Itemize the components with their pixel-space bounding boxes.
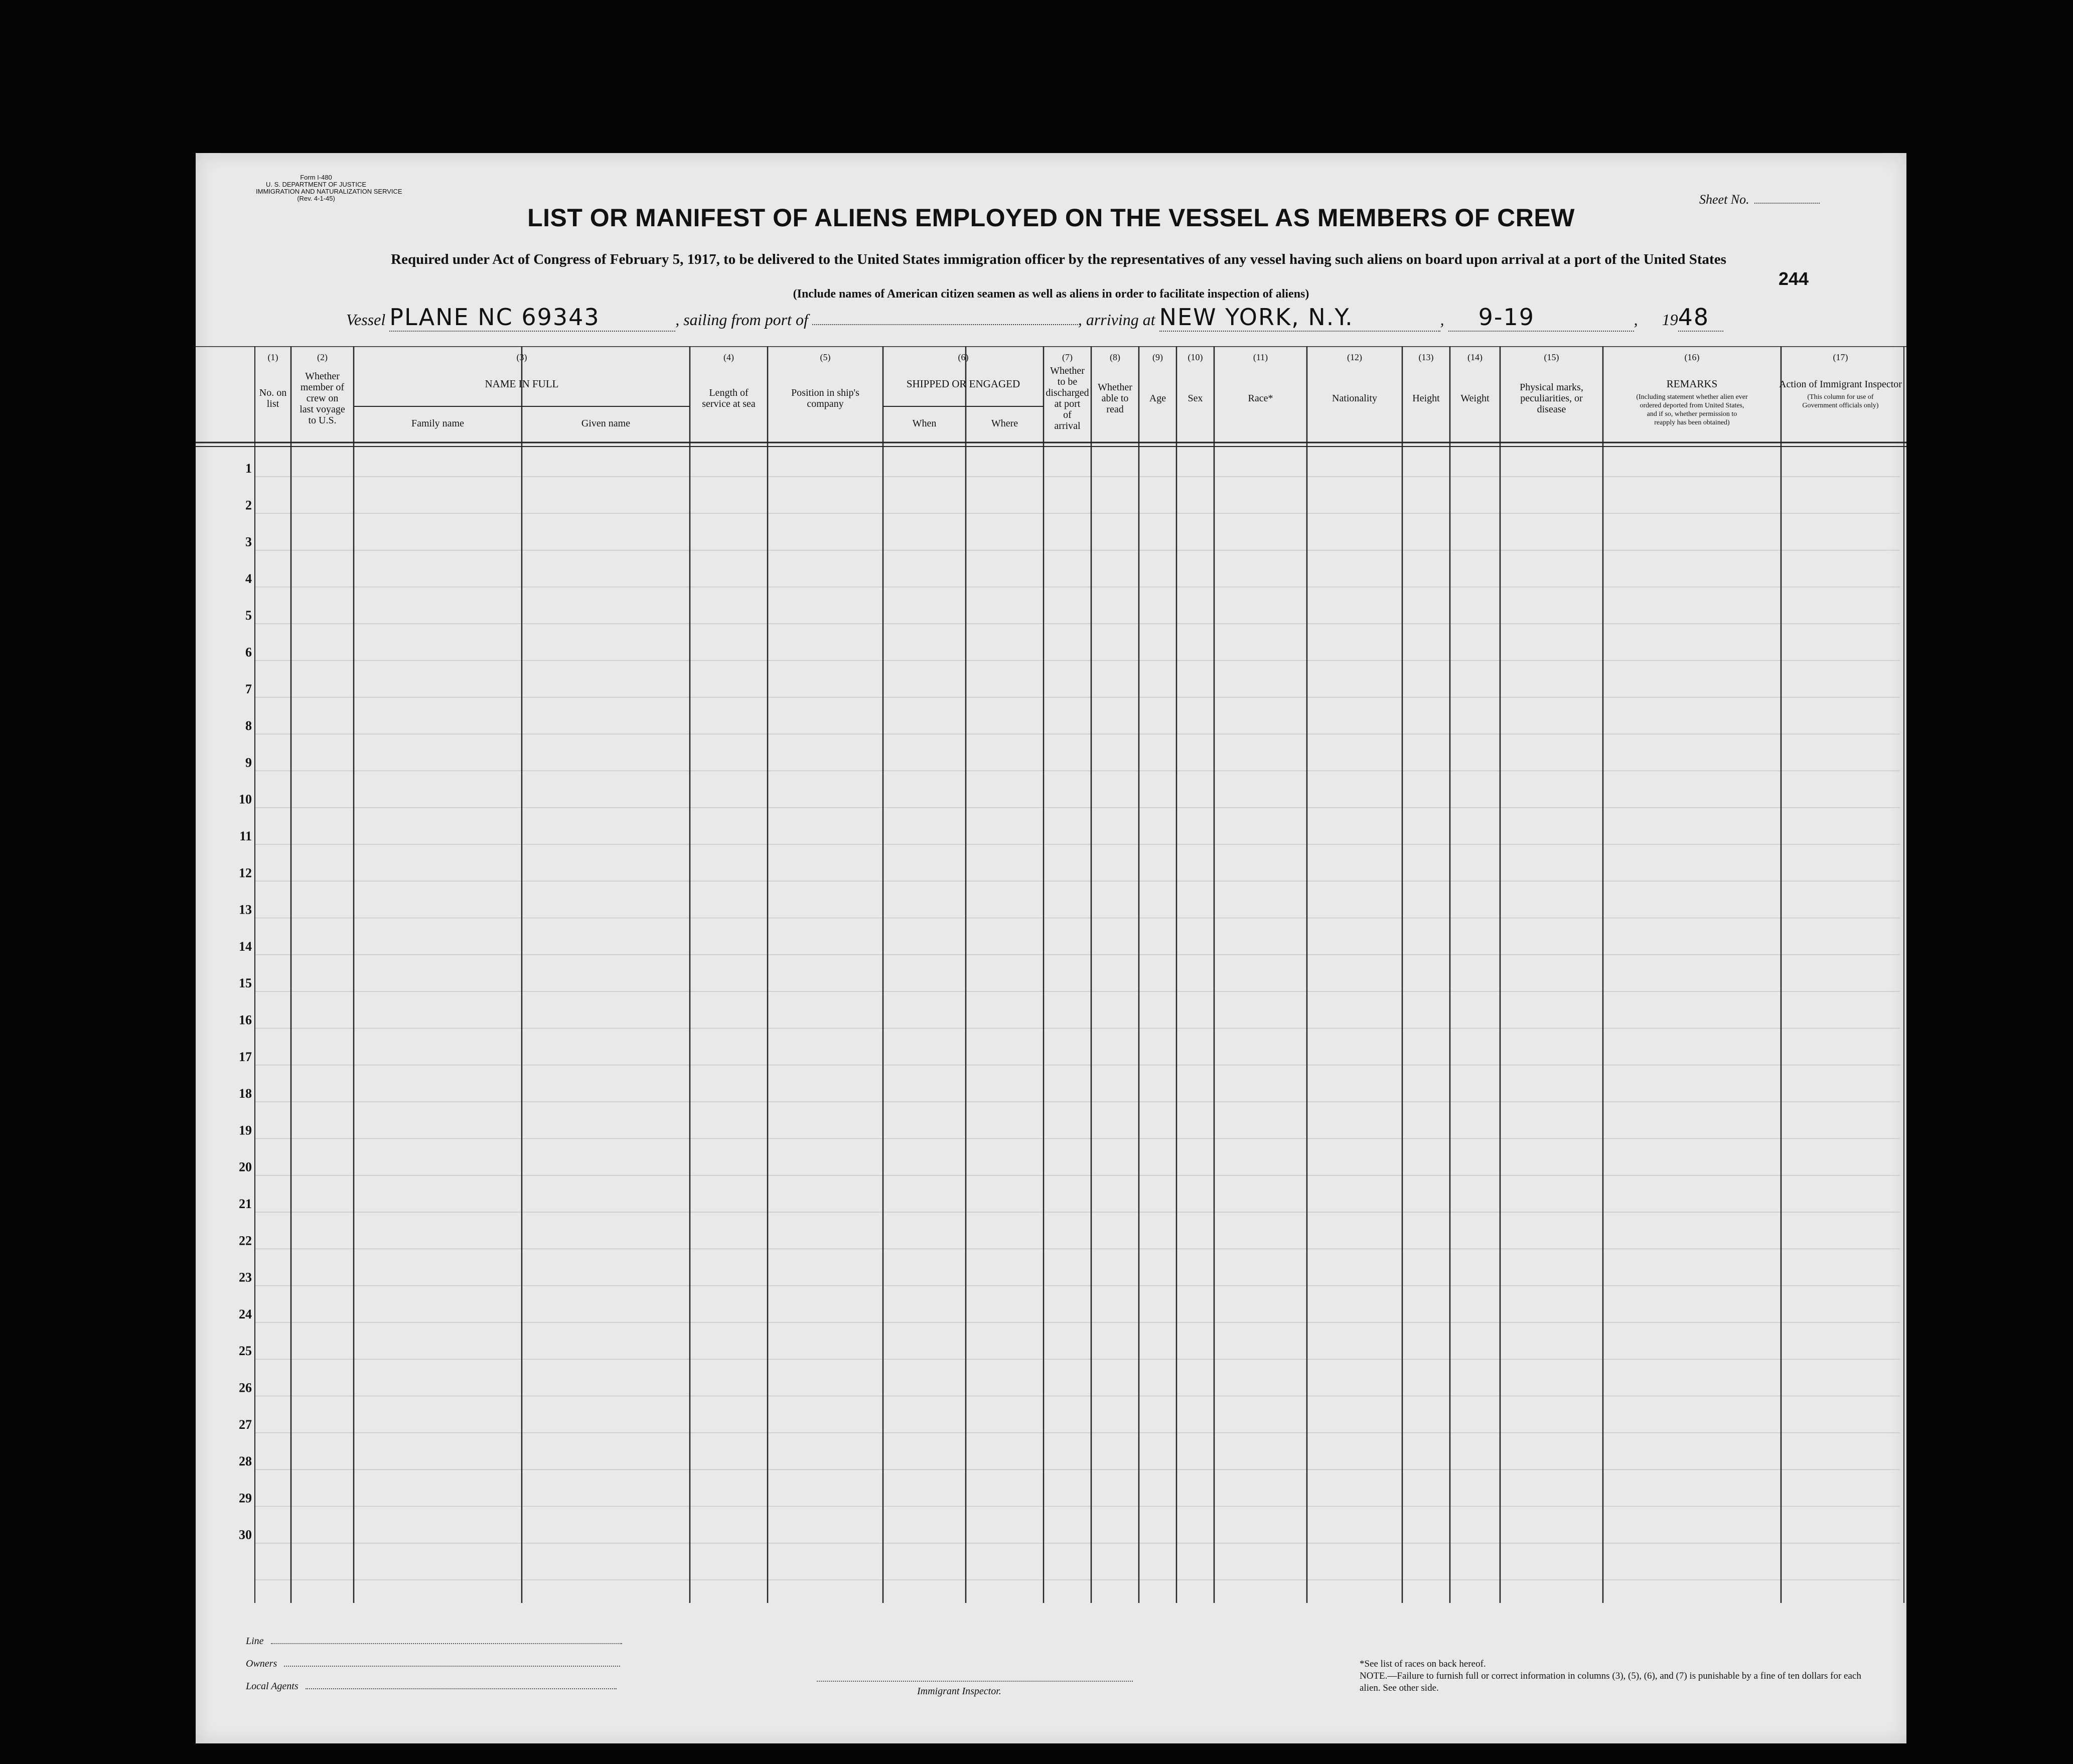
column-subheader: Family name bbox=[411, 418, 464, 429]
row-number: 4 bbox=[245, 571, 252, 586]
vessel-label: Vessel bbox=[346, 311, 386, 329]
column-number: (6) bbox=[958, 352, 969, 362]
note-label: NOTE. bbox=[1360, 1671, 1388, 1681]
row-number: 14 bbox=[239, 939, 252, 954]
stamped-number: 244 bbox=[1779, 268, 1809, 289]
column-header-label: Age bbox=[1149, 393, 1166, 404]
penalty-note bbox=[1360, 1670, 1861, 1694]
footer-agents bbox=[246, 1681, 617, 1692]
year-value: 48 bbox=[1678, 304, 1710, 331]
page-title: LIST OR MANIFEST OF ALIENS EMPLOYED ON THE VESSEL AS MEMBERS OF CREW bbox=[527, 204, 1575, 232]
column-subheader: (Including statement whether alien ever bbox=[1636, 393, 1748, 401]
owners-field bbox=[284, 1666, 620, 1667]
column-header-label: member of bbox=[300, 382, 345, 393]
column-number: (15) bbox=[1544, 352, 1559, 362]
sheet-no-label: Sheet No. bbox=[1699, 192, 1749, 207]
column-number: (7) bbox=[1062, 352, 1073, 362]
row-number: 8 bbox=[245, 718, 252, 733]
column-header-label: last voyage bbox=[300, 404, 345, 415]
column-number: (17) bbox=[1833, 352, 1848, 362]
column-header-label: arrival bbox=[1054, 420, 1081, 431]
column-header-label: list bbox=[266, 398, 279, 409]
column-number: (14) bbox=[1467, 352, 1483, 362]
column-header-label: Height bbox=[1412, 393, 1440, 404]
column-subheader: reapply has been obtained) bbox=[1654, 419, 1730, 426]
row-number: 24 bbox=[239, 1306, 252, 1321]
column-header-label: Weight bbox=[1460, 393, 1490, 404]
column-header-label: REMARKS bbox=[1666, 378, 1718, 390]
column-number: (9) bbox=[1152, 352, 1163, 362]
column-header-label: Action of Immigrant Inspector bbox=[1779, 379, 1902, 390]
date-field bbox=[1448, 304, 1634, 332]
year-prefix: 19 bbox=[1662, 311, 1678, 329]
row-number: 11 bbox=[239, 829, 252, 843]
form-identifier bbox=[256, 174, 402, 202]
column-subheader: When bbox=[912, 418, 937, 429]
column-number: (1) bbox=[267, 352, 278, 362]
footer-note bbox=[1360, 1658, 1861, 1694]
column-number: (13) bbox=[1418, 352, 1434, 362]
arriving-field bbox=[1159, 304, 1440, 332]
row-number: 9 bbox=[245, 755, 252, 770]
column-header-label: discharged bbox=[1046, 387, 1089, 398]
row-number: 13 bbox=[239, 902, 252, 917]
column-number: (4) bbox=[723, 352, 734, 362]
row-number: 30 bbox=[239, 1527, 252, 1542]
column-header-label: to be bbox=[1057, 376, 1078, 387]
arriving-value: NEW YORK, N.Y. bbox=[1159, 304, 1354, 331]
row-number: 15 bbox=[239, 976, 252, 991]
row-number: 16 bbox=[239, 1012, 252, 1027]
sailing-label: , sailing from port of bbox=[675, 311, 808, 329]
inspector-signature-line bbox=[817, 1681, 1133, 1682]
column-header-label: No. on bbox=[259, 387, 287, 398]
column-header-label: peculiarities, or bbox=[1520, 393, 1583, 404]
column-number: (5) bbox=[820, 352, 831, 362]
year-field bbox=[1678, 304, 1723, 332]
row-number: 27 bbox=[239, 1417, 252, 1432]
form-number: Form I-480 bbox=[300, 174, 332, 181]
row-number: 18 bbox=[239, 1086, 252, 1101]
service-name: IMMIGRATION AND NATURALIZATION SERVICE bbox=[256, 188, 402, 195]
footer-owners bbox=[246, 1658, 620, 1670]
column-number: (3) bbox=[516, 352, 527, 362]
sailing-port-field bbox=[812, 324, 1078, 325]
form-revision: (Rev. 4-1-45) bbox=[297, 195, 335, 202]
column-header-label: crew on bbox=[306, 393, 339, 404]
column-header-label: able to bbox=[1101, 393, 1129, 404]
column-header-label: to U.S. bbox=[308, 415, 337, 426]
row-number: 3 bbox=[245, 534, 252, 549]
row-number: 12 bbox=[239, 865, 252, 880]
row-number: 17 bbox=[239, 1049, 252, 1064]
date-value: 9-19 bbox=[1478, 304, 1535, 331]
row-number: 6 bbox=[245, 645, 252, 660]
column-subheader: Given name bbox=[581, 418, 631, 429]
note-text: —Failure to furnish full or correct information in columns (3), (5), (6), and (7) is punishable by a fine of ten dollars for each alien. See other side. bbox=[1360, 1671, 1861, 1693]
row-number: 10 bbox=[239, 792, 252, 807]
include-note: (Include names of American citizen seamen as well as aliens in order to facilitate inspection of aliens) bbox=[793, 287, 1309, 301]
row-number: 25 bbox=[239, 1344, 252, 1359]
column-subheader: Where bbox=[991, 418, 1018, 429]
row-number: 19 bbox=[239, 1123, 252, 1138]
row-number: 20 bbox=[239, 1159, 252, 1174]
column-header-label: of bbox=[1063, 409, 1072, 420]
column-header-label: SHIPPED OR ENGAGED bbox=[906, 378, 1020, 390]
row-number: 23 bbox=[239, 1270, 252, 1285]
row-number: 5 bbox=[245, 608, 252, 623]
row-number: 29 bbox=[239, 1491, 252, 1506]
column-number: (12) bbox=[1347, 352, 1362, 362]
column-subheader: ordered deported from United States, bbox=[1640, 402, 1744, 409]
row-number: 2 bbox=[245, 498, 252, 513]
legal-requirement-text: Required under Act of Congress of February 5, 1917, to be delivered to the United States immigration officer by the representatives of any vessel having such aliens on board upon arrival at a port of the United States bbox=[391, 251, 1726, 267]
column-header-label: Nationality bbox=[1332, 393, 1377, 404]
column-header-label: Whether bbox=[1050, 365, 1085, 376]
agents-label: Local Agents bbox=[246, 1681, 299, 1692]
row-number: 28 bbox=[239, 1454, 252, 1469]
column-subheader: and if so, whether permission to bbox=[1647, 410, 1737, 418]
arriving-label: , arriving at bbox=[1078, 311, 1155, 329]
row-number: 22 bbox=[239, 1233, 252, 1248]
column-number: (11) bbox=[1253, 352, 1268, 362]
column-header-label: at port bbox=[1054, 398, 1081, 409]
column-subheader: Government officials only) bbox=[1802, 402, 1879, 409]
vessel-field bbox=[389, 304, 675, 332]
inspector-label: Immigrant Inspector. bbox=[917, 1686, 1001, 1697]
manifest-page bbox=[196, 153, 1906, 1743]
column-header-label: Physical marks, bbox=[1520, 382, 1583, 393]
column-header-label: Race* bbox=[1248, 393, 1273, 404]
row-number: 26 bbox=[239, 1380, 252, 1395]
column-number: (16) bbox=[1684, 352, 1700, 362]
line-label: Line bbox=[246, 1636, 264, 1647]
column-number: (10) bbox=[1188, 352, 1203, 362]
agents-field bbox=[306, 1688, 617, 1689]
column-header-label: Length of bbox=[709, 387, 749, 398]
column-subheader: (This column for use of bbox=[1807, 393, 1874, 401]
column-header-label: service at sea bbox=[702, 398, 756, 409]
crew-manifest-table bbox=[196, 346, 1906, 1603]
line-field bbox=[271, 1643, 622, 1644]
owners-label: Owners bbox=[246, 1658, 277, 1669]
manifest-grid bbox=[196, 346, 1906, 1603]
column-header-label: company bbox=[807, 398, 844, 409]
column-header-label: Whether bbox=[305, 371, 340, 382]
column-header-label: read bbox=[1106, 404, 1124, 415]
column-header-label: Whether bbox=[1098, 382, 1132, 393]
race-note: *See list of races on back hereof. bbox=[1360, 1659, 1486, 1669]
column-number: (2) bbox=[317, 352, 328, 362]
column-header-label: Position in ship's bbox=[791, 387, 859, 398]
row-number: 1 bbox=[245, 461, 252, 476]
vessel-value: PLANE NC 69343 bbox=[389, 304, 600, 331]
row-number: 21 bbox=[239, 1197, 252, 1211]
column-header-label: NAME IN FULL bbox=[485, 378, 559, 390]
column-number: (8) bbox=[1110, 352, 1120, 362]
footer-line bbox=[246, 1636, 622, 1647]
vessel-line: Vessel PLANE NC 69343 , sailing from port of , arriving at NEW YORK, N.Y. , 9-19 , 1948 bbox=[346, 304, 1723, 332]
department: U. S. DEPARTMENT OF JUSTICE bbox=[265, 181, 367, 188]
column-header-label: disease bbox=[1537, 404, 1566, 415]
row-number: 7 bbox=[245, 681, 252, 696]
column-header-label: Sex bbox=[1188, 393, 1203, 404]
